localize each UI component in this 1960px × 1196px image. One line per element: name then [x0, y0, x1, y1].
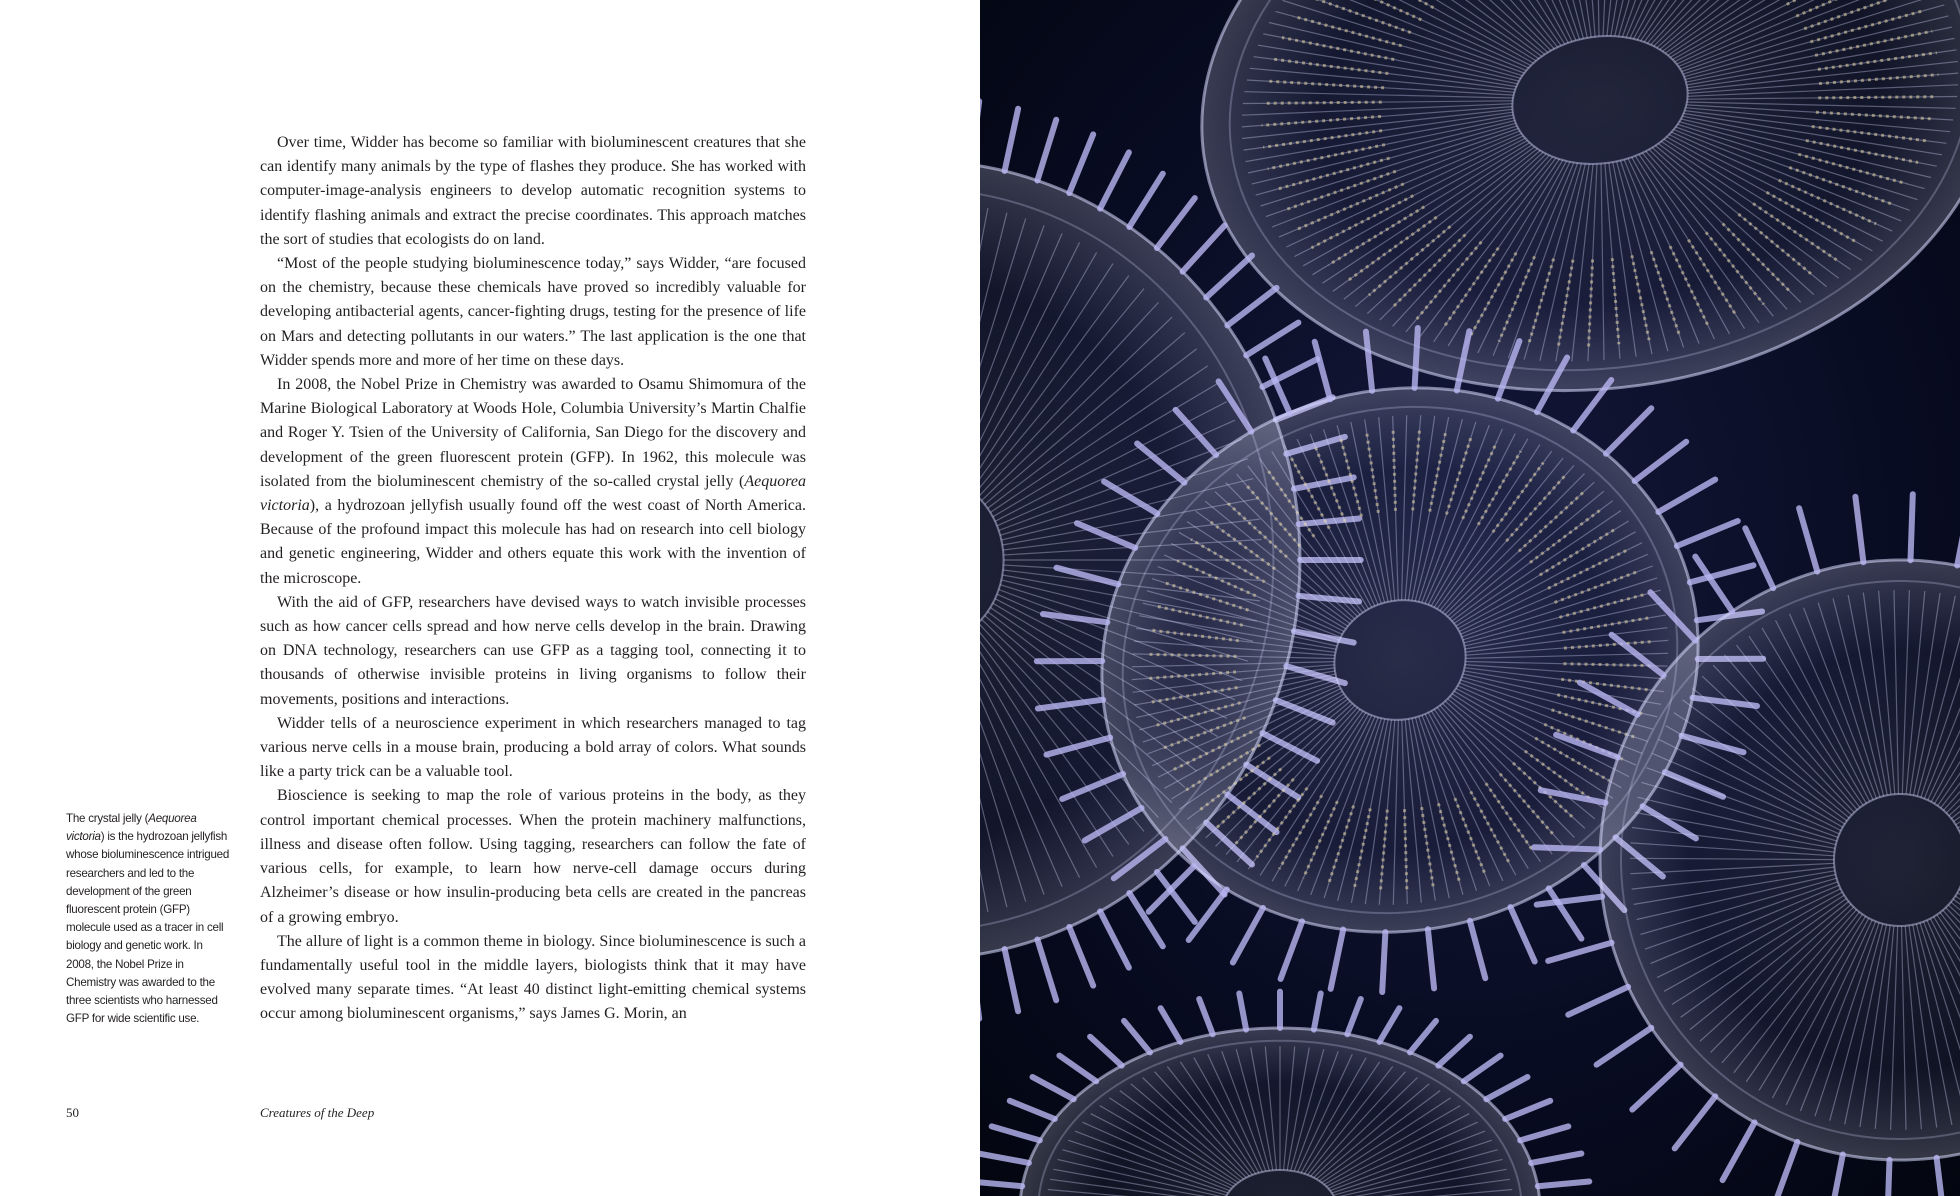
text-run: In 2008, the Nobel Prize in Chemistry was awarded to Osamu Shimomura of the Marine Biological Laboratory at Woods Hole, Columbia University’s Martin Chalfie and Roger Y. Tsien of the University of California, San Diego for the discovery and development of the green fluorescent protein (GFP). In 1962, this molecule was isolated from the bioluminescent chemistry of the so-called crystal jelly ( — [260, 376, 806, 490]
text-run: Widder tells of a neuroscience experiment in which researchers managed to tag various nerve cells in a mouse brain, producing a bold array of colors. What sounds like a party trick can be a valuable tool. — [260, 714, 806, 781]
body-paragraph — [260, 252, 806, 373]
crystal-jelly-illustration — [980, 0, 1960, 1196]
body-paragraph — [260, 930, 806, 1027]
text-run: ), a hydrozoan jellyfish usually found off the west coast of North America. Because of the profound impact this molecule has had on research into cell biology and genetic engineering, Widder and others equate this work with the invention of the microscope. — [260, 497, 806, 587]
text-run: With the aid of GFP, researchers have devised ways to watch invisible processes such as how cancer cells spread and how nerve cells develop in the brain. Drawing on DNA technology, researchers can use GFP as a tagging tool, connecting it to thousands of otherwise invisible proteins in living organisms to follow their movements, positions and interactions. — [260, 593, 806, 708]
body-paragraph — [260, 784, 806, 929]
text-run: Over time, Widder has become so familiar with bioluminescent creatures that she can identify many animals by the type of flashes they produce. She has worked with computer-image-analysis engineers to develop automatic recognition systems to identify flashing animals and extract the precise coordinates. This approach matches the sort of studies that ecologists do on land. — [260, 134, 806, 248]
body-paragraph — [260, 373, 806, 591]
body-paragraph — [260, 131, 806, 252]
caption-text-run: The crystal jelly ( — [66, 812, 149, 825]
text-run: “Most of the people studying bioluminescence today,” says Widder, “are focused on the chemistry, because these chemicals have proved so incredibly valuable for developing antibacterial agents, cancer-fighting drugs, testing for the presence of life on Mars and detecting pollutants in our waters.” The last application is the one that Widder spends more and more of her time on these days. — [260, 255, 806, 369]
text-run: Bioscience is seeking to map the role of various proteins in the body, as they control important chemical processes. When the protein machinery malfunctions, illness and disease often follow. Using tagging, researchers can follow the fate of various cells, for example, to learn how nerve-cell damage occurs during Alzheimer’s disease or how insulin-producing beta cells are created in the pancreas of a growing embryo. — [260, 787, 806, 926]
text-run: The allure of light is a common theme in biology. Since bioluminescence is such a fundamentally useful tool in the middle layers, biologists think that it may have evolved many separate times. “At least 40 distinct light-emitting chemical systems occur among bioluminescent organisms,” says James G. Morin, an — [260, 932, 806, 1023]
jellyfish-photo — [980, 0, 1960, 1196]
running-title: Creatures of the Deep — [260, 1105, 375, 1120]
caption-italic-text: Aequorea victoria — [66, 812, 197, 844]
italic-text: Aequorea victoria — [260, 472, 806, 515]
photo-caption — [66, 810, 231, 1028]
caption-text-run: ) is the hydrozoan jellyfish whose bioluminescence intrigued researchers and led to the development of the green fluorescent protein (GFP) molecule used as a tracer in cell biology and genetic work. In 2008, the Nobel Prize in Chemistry was awarded to the three scientists who harnessed GFP for wide scientific use. — [66, 830, 230, 1026]
body-text-column — [260, 131, 806, 1027]
body-paragraph — [260, 591, 806, 712]
body-paragraph — [260, 712, 806, 785]
page-number: 50 — [66, 1105, 79, 1120]
